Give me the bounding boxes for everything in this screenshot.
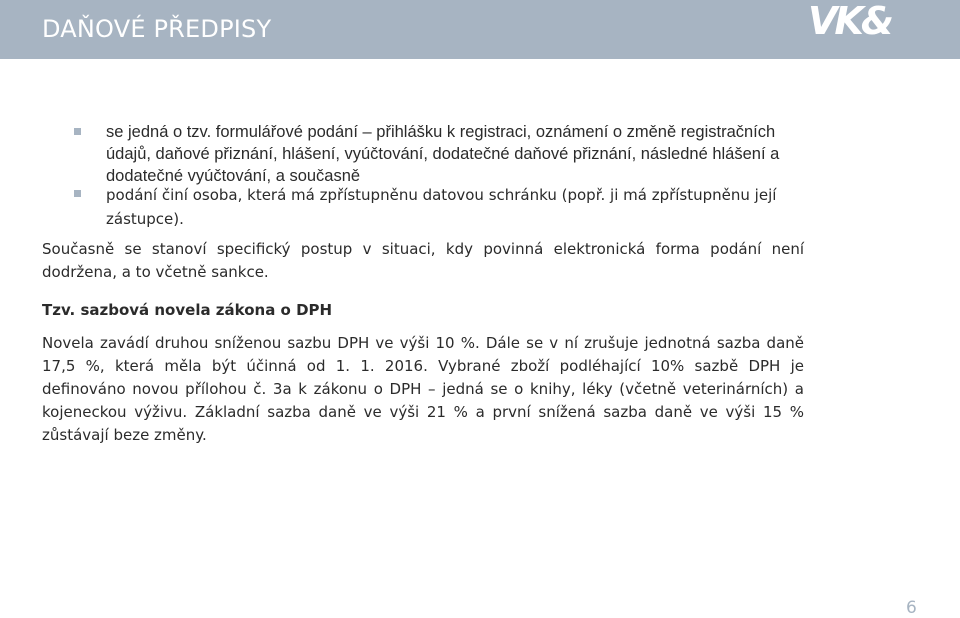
bullet-text: podání činí osoba, která má zpřístupněnu datovou schránku (popř. ji má zpřístupněnu její zástupce). bbox=[106, 186, 777, 228]
bullet-item bbox=[106, 183, 806, 231]
section-heading: Tzv. sazbová novela zákona o DPH bbox=[42, 301, 333, 319]
square-bullet-icon bbox=[74, 190, 81, 197]
paragraph-sanctions: Současně se stanoví specifický postup v situaci, kdy povinná elektronická forma podání není dodržena, a to včetně sankce. bbox=[42, 240, 804, 281]
paragraph-vat-rates: Novela zavádí druhou sníženou sazbu DPH ve výši 10 %. Dále se v ní zrušuje jednotná sazba daně 17,5 %, která měla být účinná od 1. 1. 2016. Vybrané zboží podléhající 10% sazbě DPH je definováno novou přílohou č. 3a k zákonu o DPH – jedná se o knihy, léky (včetně veterinárních) a kojeneckou výživu. Základní sazba daně ve výši 21 % a první snížená sazba daně ve výši 15 % zůstávají beze změny. bbox=[42, 334, 804, 444]
page-number: 6 bbox=[906, 598, 917, 618]
bullet-item bbox=[106, 121, 806, 187]
header-bar bbox=[0, 0, 960, 59]
slide-title: DAŇOVÉ PŘEDPISY bbox=[42, 15, 272, 43]
square-bullet-icon bbox=[74, 128, 81, 135]
company-logo: VK& bbox=[808, 0, 891, 43]
bullet-text: se jedná o tzv. formulářové podání – přihlášku k registraci, oznámení o změně registračních údajů, daňové přiznání, hlášení, vyúčtování, dodatečné daňové přiznání, následné hlášení a dodatečné vyúčtování, a současně bbox=[106, 123, 780, 185]
